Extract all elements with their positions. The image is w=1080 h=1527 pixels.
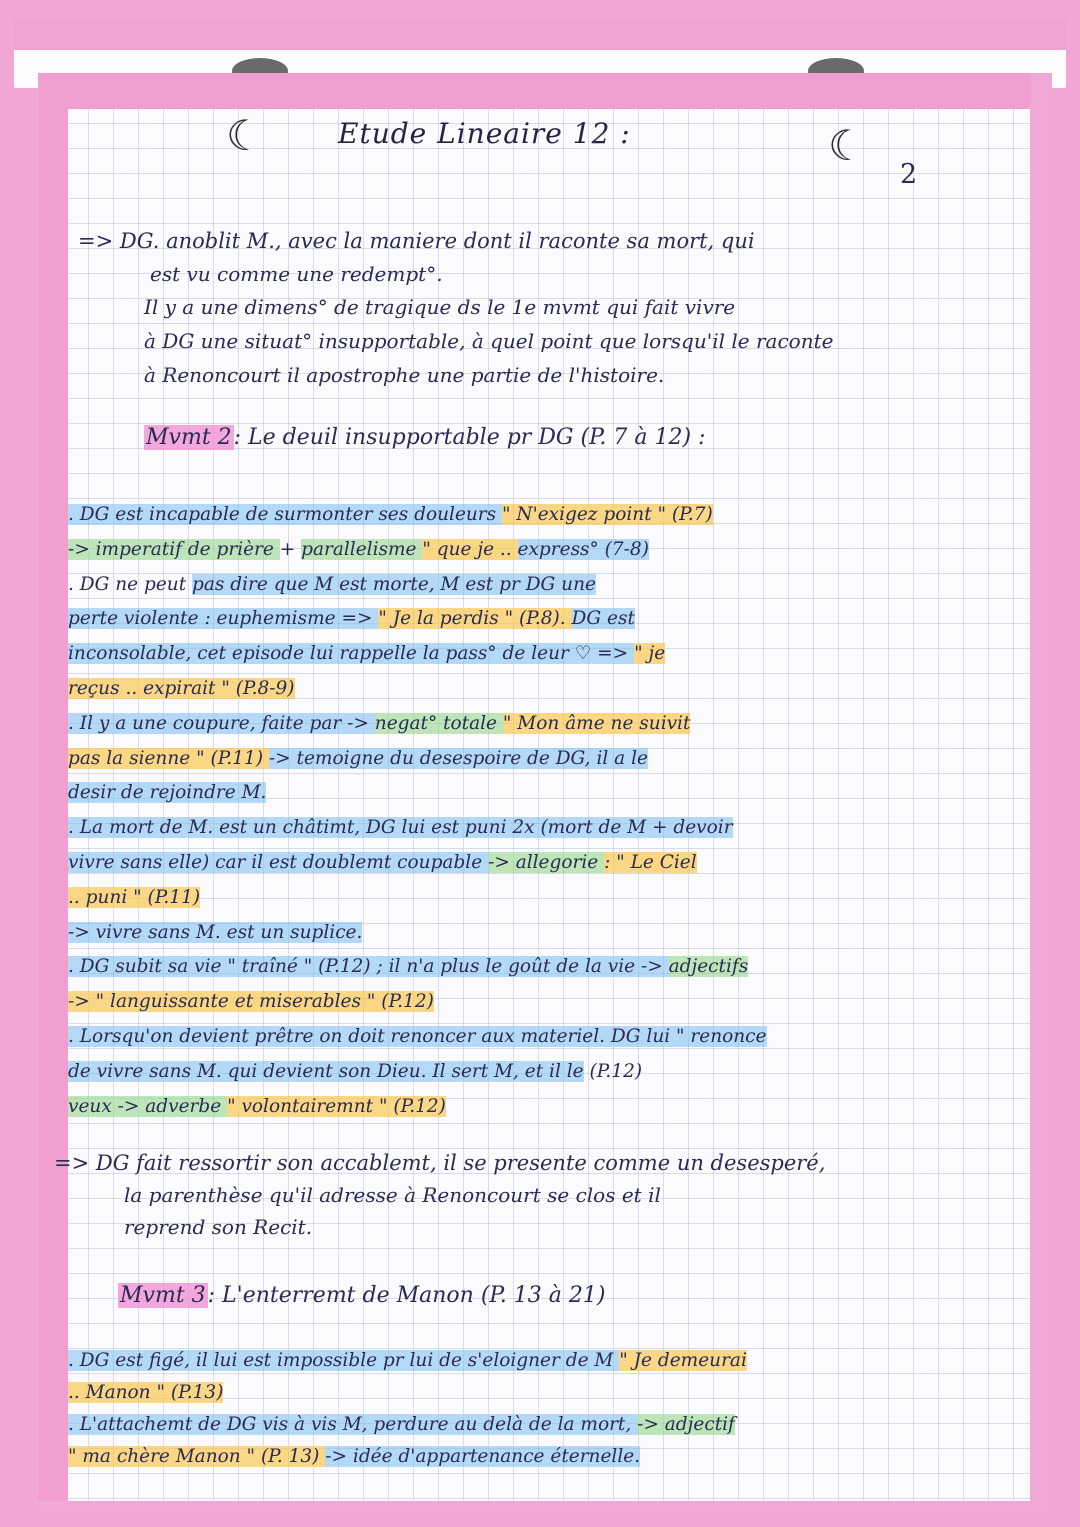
note-segment: -> allegorie xyxy=(488,852,605,873)
note-segment: . DG ne peut xyxy=(68,573,193,595)
note-segment: .. Manon " (P.13) xyxy=(68,1382,224,1403)
intro-line: est vu comme une redempt°. xyxy=(150,262,443,286)
note-segment: adjectifs xyxy=(668,956,749,978)
note-line xyxy=(68,642,665,666)
note-segment: -> imperatif de prière xyxy=(68,538,280,560)
moon-doodle-icon: ☾ xyxy=(828,121,866,170)
note-segment: (P.12) xyxy=(583,1060,643,1082)
note-segment: perte violente : euphemisme => xyxy=(68,608,379,630)
movement-2-heading xyxy=(144,425,706,450)
movement-3-heading xyxy=(118,1283,605,1308)
movement-2-label: Mvmt 2 xyxy=(146,425,232,450)
note-segment: -> idée d'appartenance éternelle. xyxy=(325,1446,641,1467)
note-line xyxy=(68,1349,747,1373)
note-segment: -> temoigne du desespoire de DG, il a le xyxy=(268,747,648,769)
note-segment: : " Le Ciel xyxy=(604,852,697,873)
note-segment: negat° totale xyxy=(374,712,503,734)
page-title: Etude Lineaire 12 : xyxy=(338,117,631,150)
note-segment: . L'attachemt de DG vis à vis M, perdure au delà de la mort, xyxy=(68,1414,638,1435)
note-segment: pas dire que M est morte, M est pr DG une xyxy=(192,573,596,595)
pink-border-right xyxy=(1030,73,1052,1513)
note-line xyxy=(68,1445,640,1469)
note-segment: " je xyxy=(634,643,666,665)
note-line xyxy=(68,921,362,945)
note-segment: + xyxy=(279,538,302,560)
pink-border-top xyxy=(38,73,1052,109)
page-number: 2 xyxy=(900,159,918,190)
note-line xyxy=(68,886,200,910)
note-segment: vivre sans elle) car il est doublemt coupable xyxy=(68,852,489,873)
note-segment: . Lorsqu'on devient prêtre on doit renoncer aux materiel. DG lui " renonce xyxy=(68,1026,767,1047)
conclusion-line: => DG fait ressortir son accablemt, il se presente comme un desesperé, xyxy=(54,1151,826,1175)
note-line xyxy=(68,816,733,840)
note-segment: inconsolable, cet episode lui rappelle la pass° de leur ♡ => xyxy=(68,643,635,665)
note-segment: -> adjectif xyxy=(637,1414,735,1435)
note-line xyxy=(68,990,434,1014)
pink-border-left xyxy=(38,73,68,1513)
moon-doodle-icon: ☾ xyxy=(226,111,264,160)
note-segment: -> " languissante et miserables " (P.12) xyxy=(68,991,434,1013)
note-segment: " que je .. xyxy=(422,538,518,560)
notebook-sheet xyxy=(38,73,1052,1513)
note-segment: reçus .. expirait " (P.8-9) xyxy=(68,678,295,699)
note-line xyxy=(68,573,596,597)
note-segment: . DG subit sa vie " traîné " (P.12) xyxy=(68,956,377,978)
note-segment: . DG est figé, il lui est impossible pr lui de s'eloigner de M xyxy=(68,1350,620,1371)
note-line xyxy=(68,1381,223,1405)
conclusion-line: reprend son Recit. xyxy=(124,1215,313,1239)
note-segment: pas la sienne " (P.11) xyxy=(68,747,269,769)
note-segment: " ma chère Manon " (P. 13) xyxy=(68,1446,326,1467)
note-segment: DG est xyxy=(571,608,635,630)
note-line xyxy=(68,607,635,631)
note-line xyxy=(68,538,649,562)
note-line xyxy=(68,1095,446,1119)
note-segment: . DG est incapable de surmonter ses douleurs xyxy=(68,504,503,525)
note-segment: -> vivre sans M. est un suplice. xyxy=(68,921,363,943)
pink-border-bottom xyxy=(38,1501,1052,1513)
note-line xyxy=(68,851,697,875)
note-segment: . Il y a une coupure, faite par -> xyxy=(68,712,375,734)
intro-line: à DG une situat° insupportable, à quel point que lorsqu'il le raconte xyxy=(144,329,834,353)
movement-3-label: Mvmt 3 xyxy=(120,1283,206,1308)
note-segment: . La mort de M. est un châtimt, DG lui est puni 2x (mort de M + devoir xyxy=(68,817,733,839)
note-segment: .. puni " (P.11) xyxy=(68,886,201,908)
movement-3-title: : L'enterremt de Manon (P. 13 à 21) xyxy=(207,1283,606,1308)
note-segment: " Mon âme ne suivit xyxy=(502,712,691,734)
note-line xyxy=(68,1060,642,1084)
note-segment: de vivre sans M. qui devient son Dieu. Il sert M, et il le xyxy=(68,1060,584,1082)
movement-2-title: : Le deuil insupportable pr DG (P. 7 à 12) : xyxy=(233,425,706,450)
note-line xyxy=(68,955,748,979)
note-line xyxy=(68,747,648,771)
conclusion-line: la parenthèse qu'il adresse à Renoncourt se clos et il xyxy=(124,1183,661,1207)
note-segment: " Je demeurai xyxy=(619,1350,747,1371)
note-segment: express° (7-8) xyxy=(517,538,649,560)
note-segment: " volontairemnt " (P.12) xyxy=(227,1095,446,1117)
note-line xyxy=(68,712,690,736)
note-line xyxy=(68,503,713,527)
note-segment: ; il n'a plus le goût de la vie -> xyxy=(376,956,669,978)
intro-line: Il y a une dimens° de tragique ds le 1e mvmt qui fait vivre xyxy=(144,295,736,319)
note-segment: desir de rejoindre M. xyxy=(68,782,267,804)
note-segment: " N'exigez point " (P.7) xyxy=(502,504,713,525)
note-line xyxy=(68,1025,767,1049)
note-segment: " Je la perdis " (P.8). xyxy=(378,608,572,630)
note-line xyxy=(68,781,266,805)
note-segment: parallelisme xyxy=(301,538,423,560)
note-segment: veux -> adverbe xyxy=(68,1095,228,1117)
note-line xyxy=(68,677,295,701)
note-line xyxy=(68,1413,735,1437)
intro-line: => DG. anoblit M., avec la maniere dont il raconte sa mort, qui xyxy=(78,229,755,253)
intro-line: à Renoncourt il apostrophe une partie de l'histoire. xyxy=(144,363,665,387)
